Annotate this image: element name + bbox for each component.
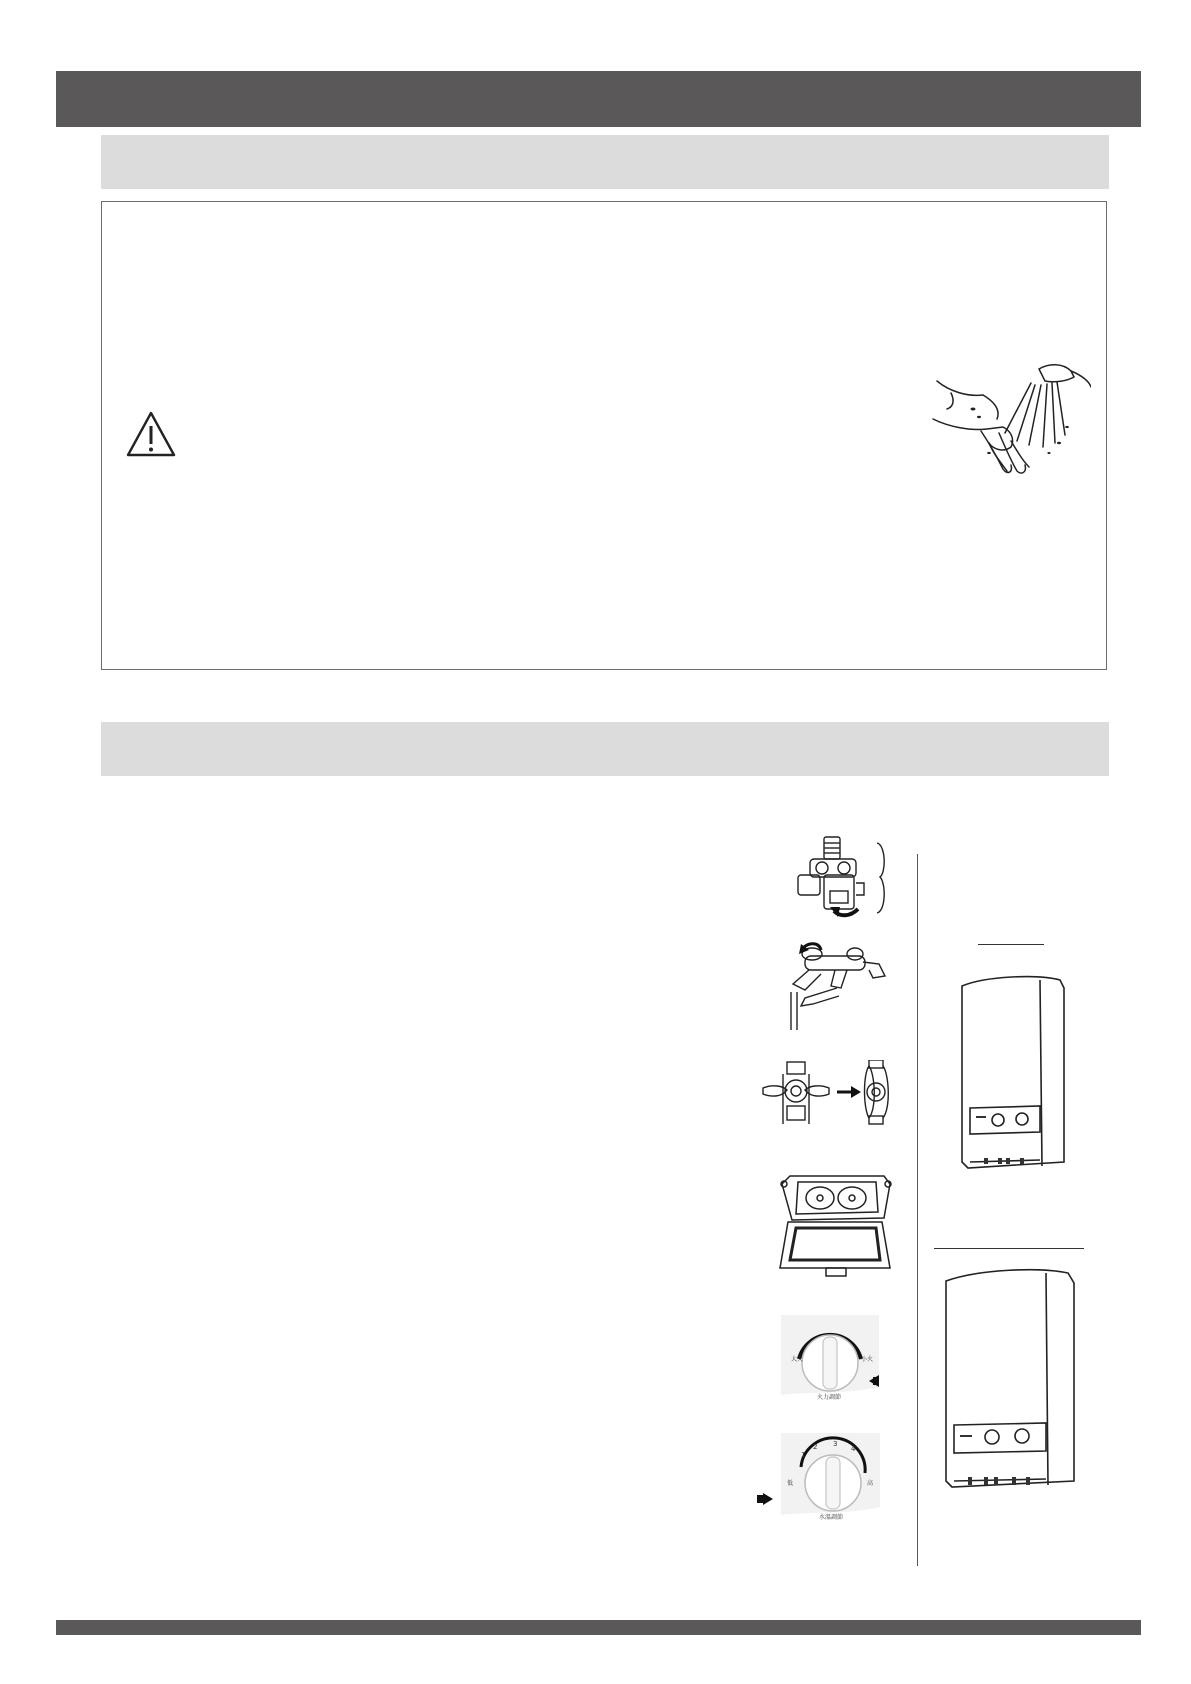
warning-notice-box xyxy=(101,201,1107,670)
knob-caption: 火力調節 xyxy=(817,1394,842,1401)
column-divider xyxy=(917,854,918,1566)
valve-rotation-illustration xyxy=(759,1060,899,1126)
knob-number-4: 4 xyxy=(851,1445,856,1453)
knob-number-1: 1 xyxy=(801,1451,806,1459)
knob-right-label: 小火 xyxy=(861,1356,874,1363)
water-tap-illustration xyxy=(775,940,900,1032)
heater-brand-mark xyxy=(976,1116,986,1118)
gas-valve-illustration xyxy=(778,835,898,919)
knob-caption-temp: 水溫調節 xyxy=(819,1514,844,1521)
model-label-line-2 xyxy=(934,1248,1084,1249)
temperature-knob-illustration xyxy=(753,1433,880,1528)
knob-low-label: 低 xyxy=(787,1480,794,1487)
power-knob-illustration xyxy=(781,1315,879,1409)
hand-washing-illustration xyxy=(931,357,1091,487)
section-header-2 xyxy=(101,722,1109,776)
section-header-1 xyxy=(101,135,1109,189)
top-title-band xyxy=(56,71,1141,127)
water-heater-illustration-1 xyxy=(956,972,1068,1172)
knob-number-3: 3 xyxy=(833,1440,838,1448)
bottom-footer-band xyxy=(56,1620,1141,1635)
water-heater-illustration-2 xyxy=(940,1265,1078,1495)
model-label-line-1 xyxy=(978,944,1044,945)
battery-compartment-illustration xyxy=(772,1172,900,1278)
knob-left-label: 大火 xyxy=(791,1356,804,1363)
warning-triangle-icon xyxy=(125,410,177,458)
knob-number-2: 2 xyxy=(813,1443,818,1451)
knob-high-label: 高 xyxy=(867,1480,874,1487)
